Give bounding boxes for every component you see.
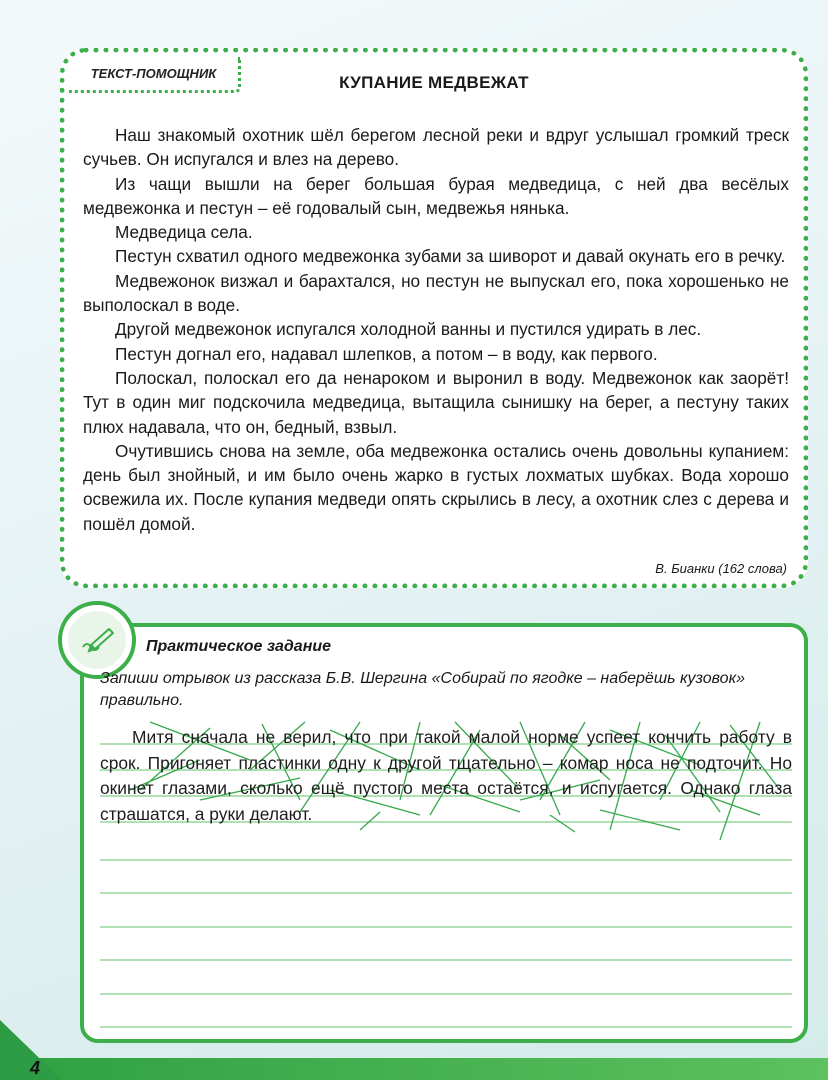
page-footer-strip (0, 1058, 828, 1080)
helper-tab-label: ТЕКСТ-ПОМОЩНИК (69, 57, 241, 93)
task-badge-inner (68, 611, 126, 669)
story-author: В. Бианки (162 слова) (655, 561, 787, 576)
exercise-paragraph: Митя сначала не верил, что при такой малой норме успеет кончить работу в срок. Пригоняет пластинки одну к другой тщательно – комар носа не подточит. Но окинет глазами, сколько ещё пустого места остаётся, и испугается. Однако глаза страшатся, а руки делают. (100, 727, 792, 824)
story-paragraph: Медведица села. (115, 222, 253, 243)
task-title: Практическое задание (146, 638, 332, 655)
story-paragraph: Полоскал, полоскал его да ненароком и выронил в воду. Медвежонок как заорёт! Тут в один миг подскочила медведица, вытащила сынишку на берег, а пестуну таких плюх надавала, что он, бедный, взвыл. (83, 367, 789, 437)
story-paragraph: Наш знакомый охотник шёл берегом лесной реки и вдруг услышал громкий треск сучьев. Он испугался и влез на дерево. (83, 125, 789, 170)
story-text (83, 123, 789, 536)
story-paragraph: Очутившись снова на земле, оба медвежонка остались очень довольны купанием: день был знойный, и им было очень жарко в густых лохматых шубках. Вода хорошо освежила их. После купания медведи опять скрылись в лесу, а охотник слез с дерева и пошёл домой. (83, 440, 789, 534)
pen-writing-icon (77, 623, 117, 657)
exercise-text (100, 725, 792, 827)
helper-text-box (60, 48, 808, 588)
story-paragraph: Пестун догнал его, надавал шлепков, а потом – в воду, как первого. (115, 343, 658, 364)
story-paragraph: Из чащи вышли на берег большая бурая медведица, с ней два весёлых медвежонка и пестун – её годовалый сын, медвежья нянька. (83, 173, 789, 218)
story-paragraph: Другой медвежонок испугался холодной ванны и пустился удирать в лес. (115, 319, 702, 340)
story-paragraph: Пестун схватил одного медвежонка зубами за шиворот и давай окунать его в речку. (115, 246, 786, 267)
story-paragraph: Медвежонок визжал и барахтался, но пестун не выпускал его, пока хорошенько не выполоскал в воде. (83, 270, 789, 316)
page-number: 4 (30, 1058, 41, 1078)
story-title: КУПАНИЕ МЕДВЕЖАТ (339, 73, 529, 92)
task-instruction: Запиши отрывок из рассказа Б.В. Шергина «Собирай по ягодке – наберёшь кузовок» правильно. (100, 670, 746, 709)
